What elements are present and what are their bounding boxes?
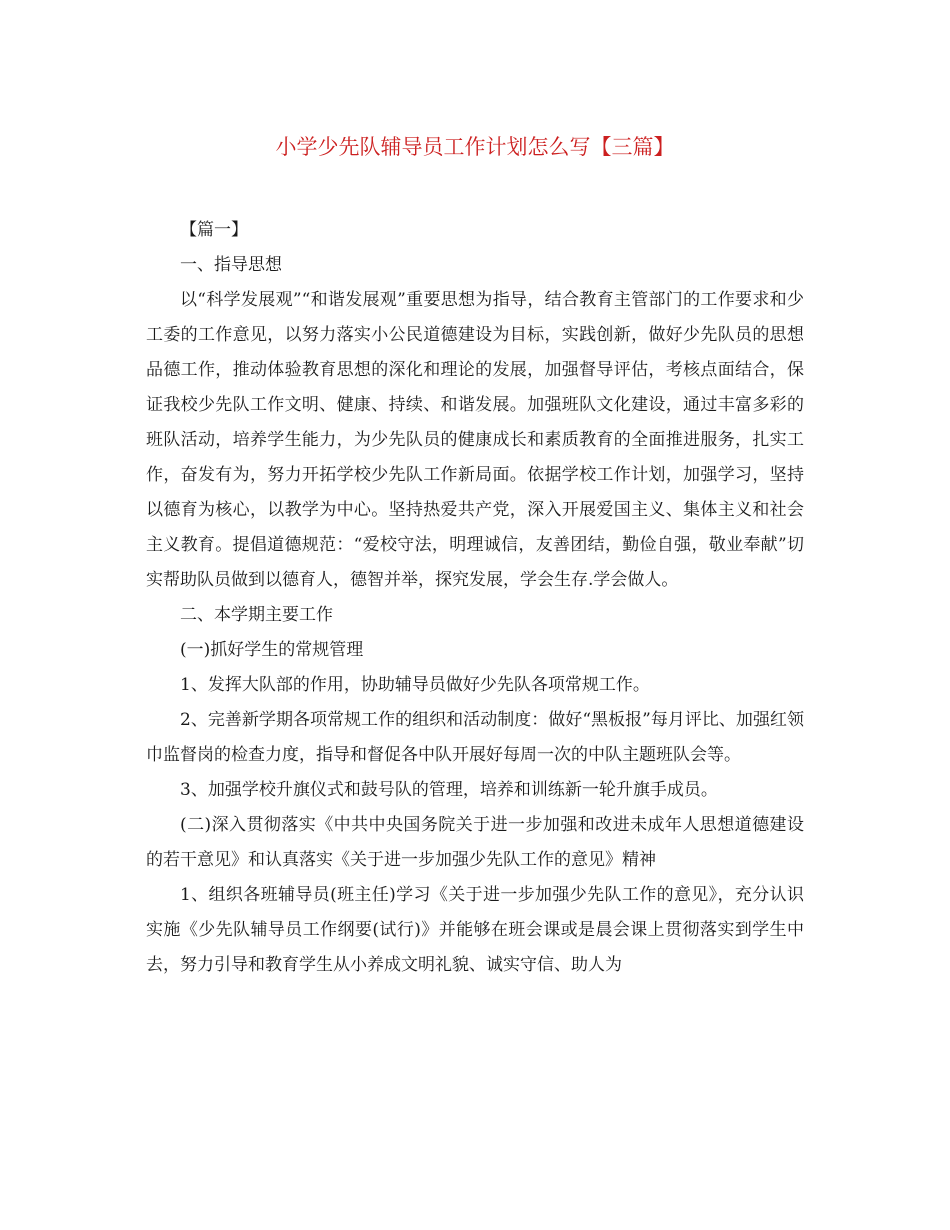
- subsection-heading: 一、指导思想: [180, 255, 282, 275]
- list-heading: (二)深入贯彻落实《中共中央国务院关于进一步加强和改进未成年人思想道德建设的若干意见》和认真落实《关于进一步加强少先队工作的意见》精神: [146, 815, 804, 870]
- list-item: 3、加强学校升旗仪式和鼓号队的管理，培养和训练新一轮升旗手成员。: [180, 780, 718, 800]
- section-heading: 【篇一】: [180, 220, 248, 240]
- list-heading: (一)抓好学生的常规管理: [180, 640, 364, 660]
- document-body: [146, 213, 804, 983]
- body-paragraph: 以“科学发展观”“和谐发展观”重要思想为指导，结合教育主管部门的工作要求和少工委的工作意见，以努力落实小公民道德建设为目标，实践创新，做好少先队员的思想品德工作，推动体验教育思想的深化和理论的发展，加强督导评估，考核点面结合，保证我校少先队工作文明、健康、持续、和谐发展。加强班队文化建设，通过丰富多彩的班队活动，培养学生能力，为少先队员的健康成长和素质教育的全面推进服务，扎实工作，奋发有为，努力开拓学校少先队工作新局面。依据学校工作计划，加强学习，坚持以德育为核心，以教学为中心。坚持热爱共产党，深入开展爱国主义、集体主义和社会主义教育。提倡道德规范：“爱校守法，明理诚信，友善团结，勤俭自强，敬业奉献”切实帮助队员做到以德育人，德智并举，探究发展，学会生存.学会做人。: [146, 290, 804, 590]
- list-item: 1、发挥大队部的作用，协助辅导员做好少先队各项常规工作。: [180, 675, 650, 695]
- document-title: 小学少先队辅导员工作计划怎么写【三篇】: [275, 135, 675, 159]
- subsection-heading: 二、本学期主要工作: [180, 605, 333, 625]
- list-item: 1、组织各班辅导员(班主任)学习《关于进一步加强少先队工作的意见》，充分认识实施《少先队辅导员工作纲要(试行)》并能够在班会课或是晨会课上贯彻落实到学生中去，努力引导和教育学生从小养成文明礼貌、诚实守信、助人为: [146, 885, 804, 975]
- list-item: 2、完善新学期各项常规工作的组织和活动制度：做好“黑板报”每月评比、加强红领巾监督岗的检查力度，指导和督促各中队开展好每周一次的中队主题班队会等。: [146, 710, 804, 765]
